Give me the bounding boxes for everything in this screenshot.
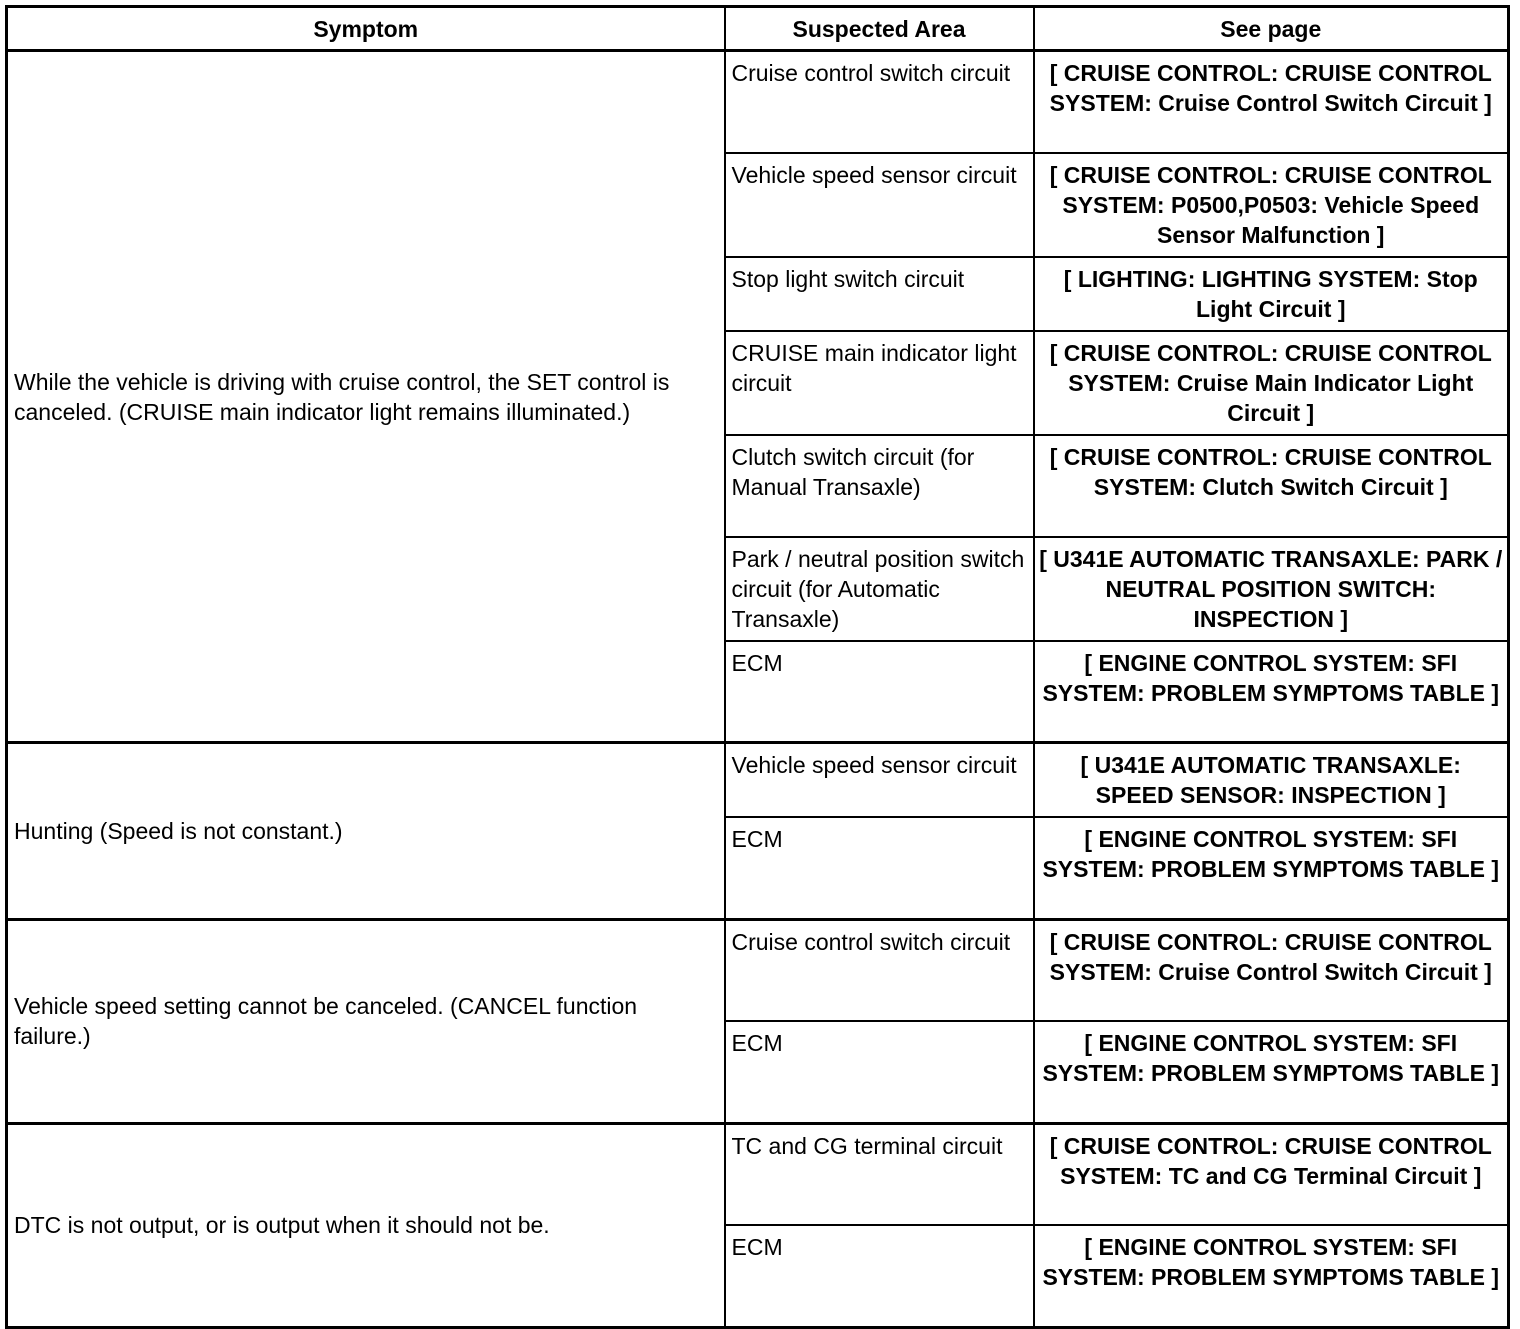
header-see-page: See page: [1034, 7, 1509, 51]
suspected-area-cell: Vehicle speed sensor circuit: [725, 153, 1034, 257]
suspected-area-cell: TC and CG terminal circuit: [725, 1123, 1034, 1225]
suspected-area-cell: ECM: [725, 1225, 1034, 1327]
suspected-area-cell: ECM: [725, 817, 1034, 919]
suspected-area-cell: Clutch switch circuit (for Manual Transaxle): [725, 435, 1034, 537]
see-page-link[interactable]: [ CRUISE CONTROL: CRUISE CONTROL SYSTEM: Clutch Switch Circuit ]: [1034, 435, 1509, 537]
see-page-link[interactable]: [ LIGHTING: LIGHTING SYSTEM: Stop Light Circuit ]: [1034, 257, 1509, 331]
table-row: [7, 743, 1509, 818]
see-page-link[interactable]: [ CRUISE CONTROL: CRUISE CONTROL SYSTEM: Cruise Control Switch Circuit ]: [1034, 51, 1509, 153]
table-row: [7, 51, 1509, 153]
see-page-link[interactable]: [ U341E AUTOMATIC TRANSAXLE: SPEED SENSOR: INSPECTION ]: [1034, 743, 1509, 818]
symptom-cell: While the vehicle is driving with cruise control, the SET control is canceled. (CRUISE main indicator light remains illuminated.): [7, 51, 725, 743]
suspected-area-cell: Park / neutral position switch circuit (for Automatic Transaxle): [725, 537, 1034, 641]
table-row: [7, 1123, 1509, 1225]
suspected-area-cell: Vehicle speed sensor circuit: [725, 743, 1034, 818]
table-row: [7, 919, 1509, 1021]
table-body: [7, 51, 1509, 1328]
see-page-link[interactable]: [ ENGINE CONTROL SYSTEM: SFI SYSTEM: PROBLEM SYMPTOMS TABLE ]: [1034, 1021, 1509, 1123]
symptom-cell: Vehicle speed setting cannot be canceled. (CANCEL function failure.): [7, 919, 725, 1123]
see-page-link[interactable]: [ CRUISE CONTROL: CRUISE CONTROL SYSTEM: P0500,P0503: Vehicle Speed Sensor Malfunction ]: [1034, 153, 1509, 257]
see-page-link[interactable]: [ U341E AUTOMATIC TRANSAXLE: PARK / NEUTRAL POSITION SWITCH: INSPECTION ]: [1034, 537, 1509, 641]
suspected-area-cell: ECM: [725, 1021, 1034, 1123]
suspected-area-cell: Stop light switch circuit: [725, 257, 1034, 331]
see-page-link[interactable]: [ CRUISE CONTROL: CRUISE CONTROL SYSTEM: Cruise Main Indicator Light Circuit ]: [1034, 331, 1509, 435]
suspected-area-cell: CRUISE main indicator light circuit: [725, 331, 1034, 435]
header-row: [7, 7, 1509, 51]
see-page-link[interactable]: [ CRUISE CONTROL: CRUISE CONTROL SYSTEM: Cruise Control Switch Circuit ]: [1034, 919, 1509, 1021]
header-suspected-area: Suspected Area: [725, 7, 1034, 51]
see-page-link[interactable]: [ ENGINE CONTROL SYSTEM: SFI SYSTEM: PROBLEM SYMPTOMS TABLE ]: [1034, 641, 1509, 743]
see-page-link[interactable]: [ CRUISE CONTROL: CRUISE CONTROL SYSTEM: TC and CG Terminal Circuit ]: [1034, 1123, 1509, 1225]
problem-symptoms-table: [5, 5, 1510, 1329]
symptom-cell: Hunting (Speed is not constant.): [7, 743, 725, 920]
suspected-area-cell: ECM: [725, 641, 1034, 743]
see-page-link[interactable]: [ ENGINE CONTROL SYSTEM: SFI SYSTEM: PROBLEM SYMPTOMS TABLE ]: [1034, 817, 1509, 919]
suspected-area-cell: Cruise control switch circuit: [725, 51, 1034, 153]
see-page-link[interactable]: [ ENGINE CONTROL SYSTEM: SFI SYSTEM: PROBLEM SYMPTOMS TABLE ]: [1034, 1225, 1509, 1327]
suspected-area-cell: Cruise control switch circuit: [725, 919, 1034, 1021]
header-symptom: Symptom: [7, 7, 725, 51]
symptom-cell: DTC is not output, or is output when it should not be.: [7, 1123, 725, 1327]
